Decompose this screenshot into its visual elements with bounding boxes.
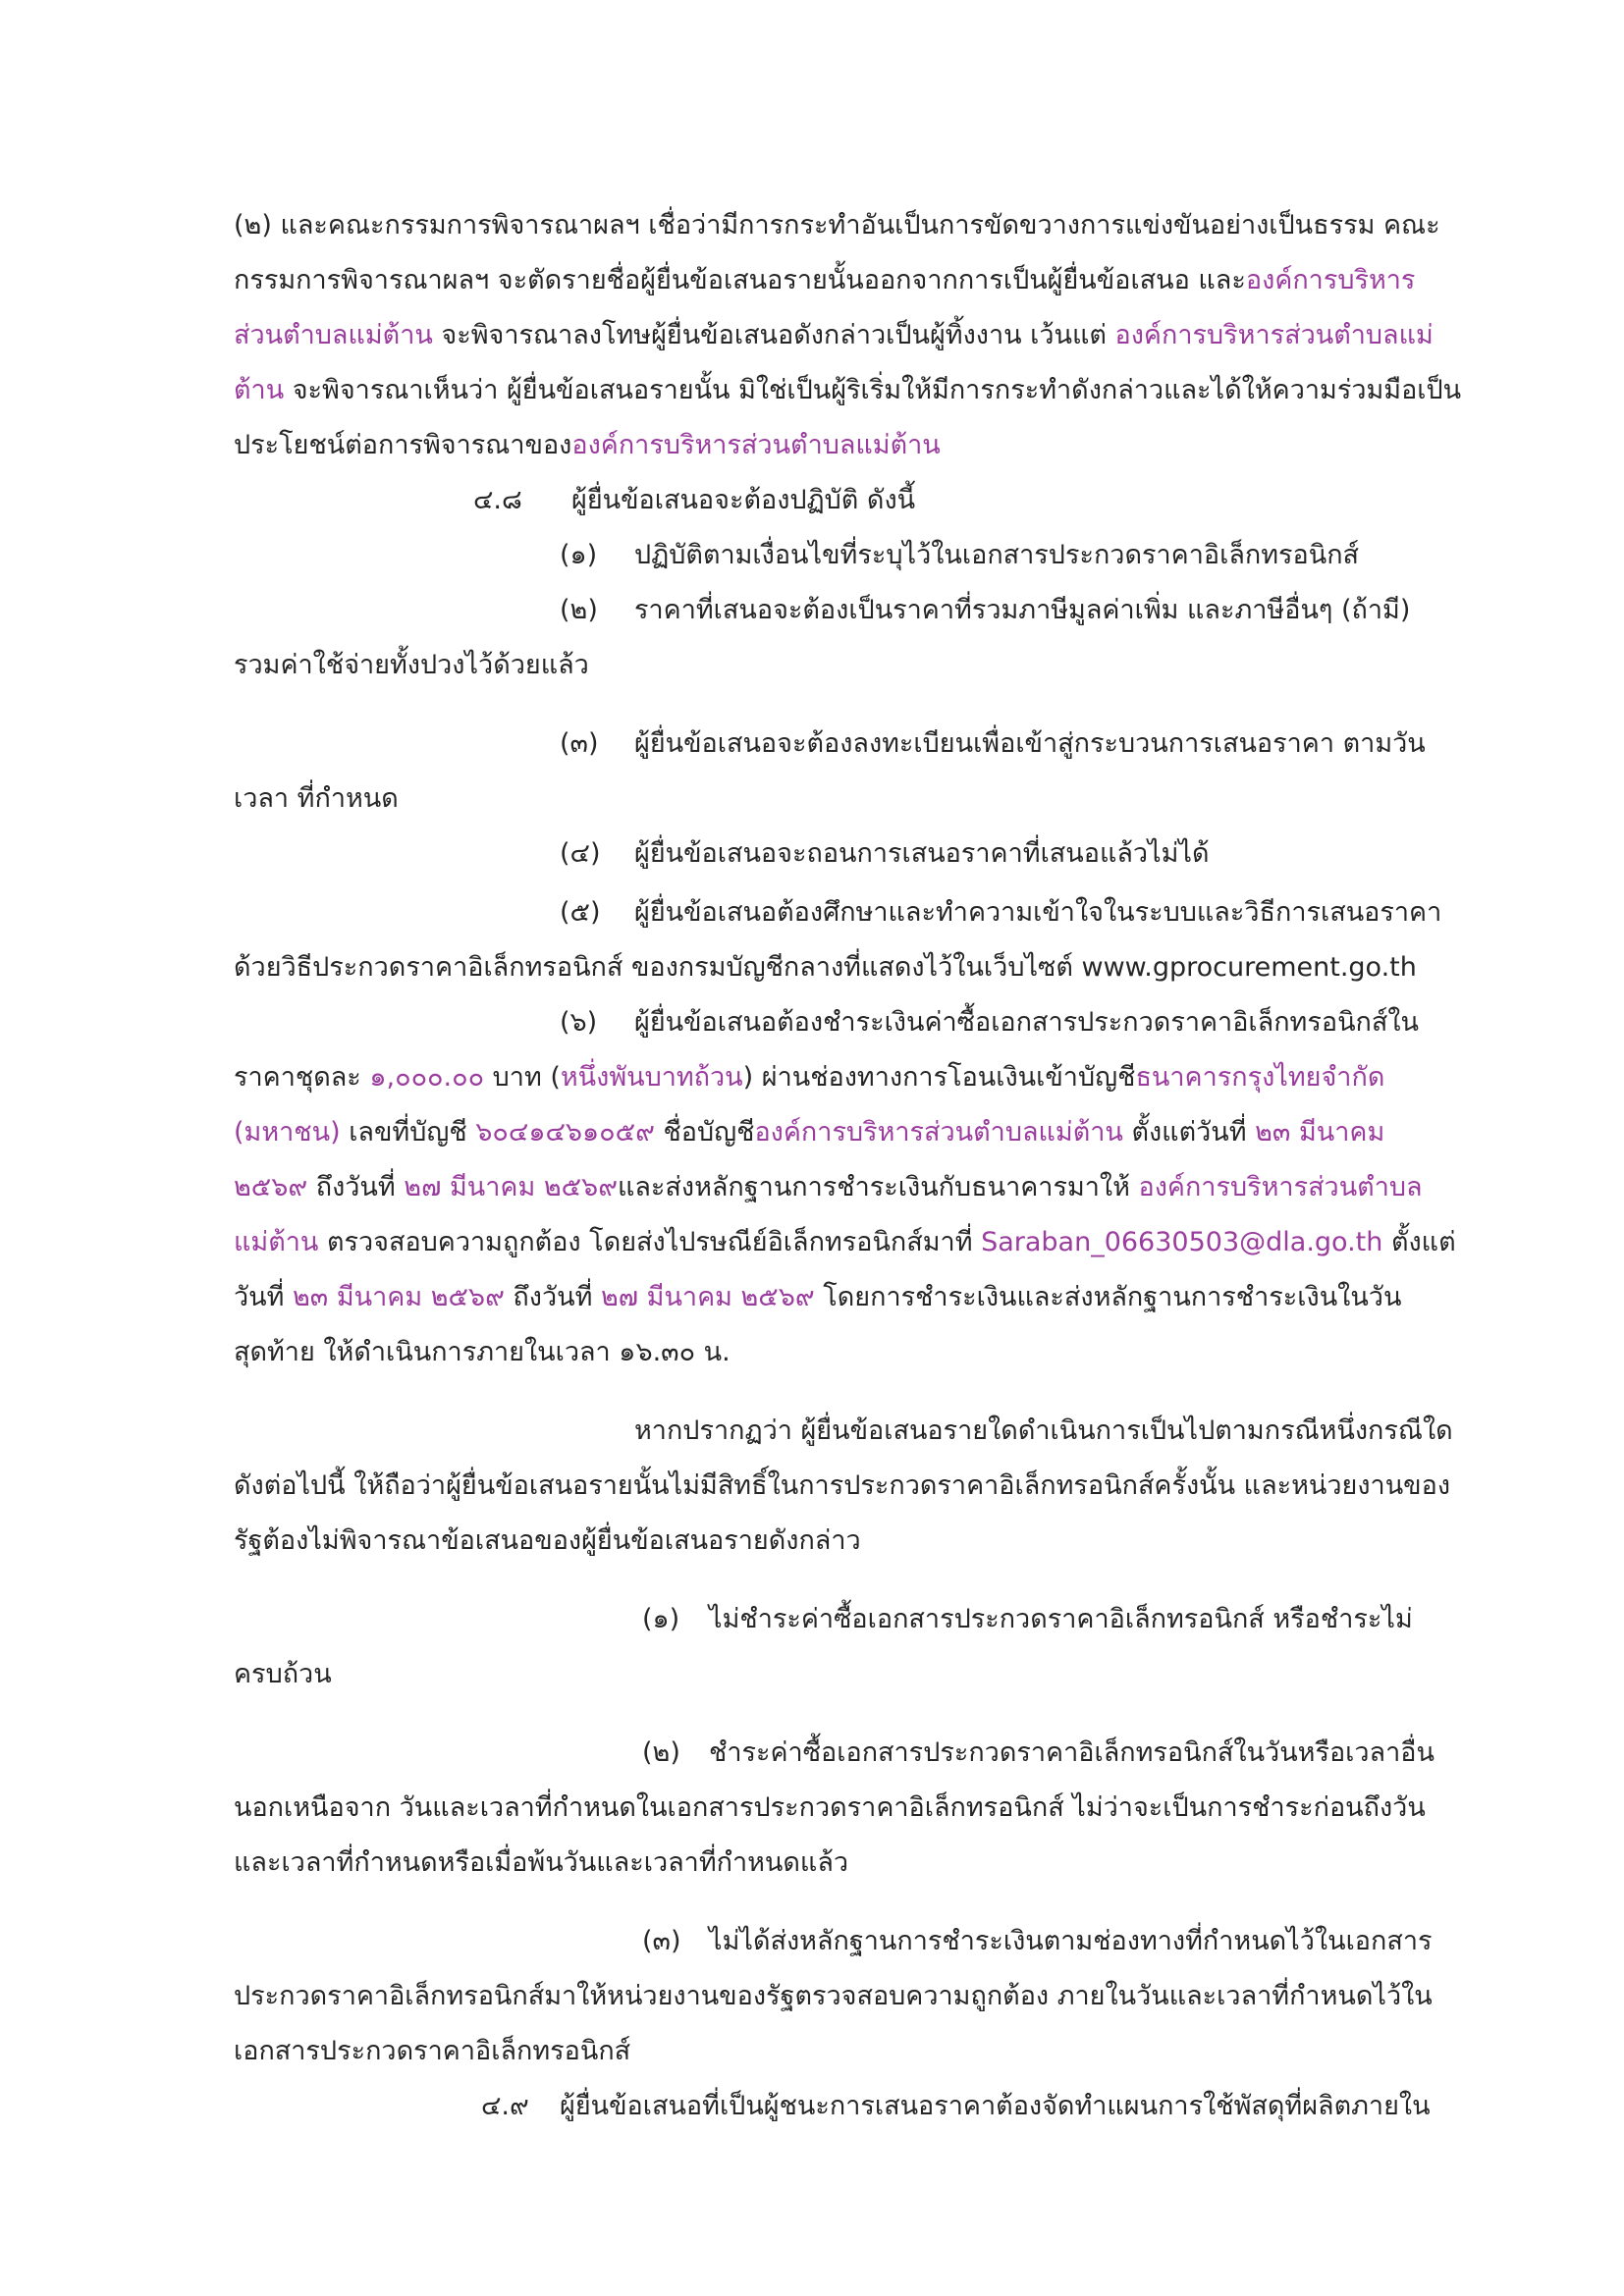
para1-line1 xyxy=(234,206,1440,245)
text: ) ผ่านช่องทางการโอนเงินเข้าบัญชี xyxy=(742,1062,1136,1093)
para1-line3 xyxy=(234,316,1434,355)
text: ถึงวันที่ xyxy=(307,1172,405,1202)
org-name: องค์การบริหารส่วนตำบลแม่ต้าน xyxy=(571,430,941,460)
cond-text-cont: และเวลาที่กำหนดหรือเมื่อพ้นวันและเวลาที่กำหนดแล้ว xyxy=(234,1847,849,1878)
org-name: แม่ต้าน xyxy=(234,1227,319,1257)
text: จะพิจารณาลงโทษผู้ยื่นข้อเสนอดังกล่าวเป็นผู้ทิ้งงาน เว้นแต่ xyxy=(432,320,1115,350)
org-name: ส่วนตำบลแม่ต้าน xyxy=(234,320,433,350)
cond-text-cont: นอกเหนือจาก วันและเวลาที่กำหนดในเอกสารประกวดราคาอิเล็กทรอนิกส์ ไม่ว่าจะเป็นการชำระก่อนถึงวัน xyxy=(234,1792,1426,1823)
amount-words: หนึ่งพันบาทถ้วน xyxy=(560,1062,743,1093)
date: ๒๕๖๙ xyxy=(234,1172,308,1202)
item-number: (๕) xyxy=(560,897,601,928)
item-number: (๑) xyxy=(560,540,598,570)
cond-text-cont: ประกวดราคาอิเล็กทรอนิกส์มาให้หน่วยงานของรัฐตรวจสอบความถูกต้อง ภายในวันและเวลาที่กำหนดไว้ใน xyxy=(234,1981,1433,2011)
text: จะพิจารณาเห็นว่า ผู้ยื่นข้อเสนอรายนั้น มิใช่เป็นผู้ริเริ่มให้มีการกระทำดังกล่าวและได้ให้ความร่วมมือเป็น xyxy=(284,375,1462,405)
item-number: (๓) xyxy=(560,728,599,759)
item-number: (๒) xyxy=(560,595,598,625)
text: ถึงวันที่ xyxy=(504,1282,601,1312)
text: โดยการชำระเงินและส่งหลักฐานการชำระเงินในวัน xyxy=(814,1282,1402,1312)
text: ตรวจสอบความถูกต้อง โดยส่งไปรษณีย์อิเล็กทรอนิกส์มาที่ xyxy=(318,1227,982,1257)
item6-line5 xyxy=(234,1223,1456,1262)
bank-name: (มหาชน) xyxy=(234,1117,341,1148)
date: ๒๓ มีนาคม ๒๕๖๙ xyxy=(293,1282,505,1312)
section-number: ๔.๙ xyxy=(481,2091,529,2121)
account-number: ๖๐๔๑๔๖๑๐๕๙ xyxy=(475,1117,655,1148)
bank-name: ธนาคารกรุงไทยจำกัด xyxy=(1135,1062,1385,1093)
item-text: ผู้ยื่นข้อเสนอต้องศึกษาและทำความเข้าใจในระบบและวิธีการเสนอราคา xyxy=(634,897,1442,928)
cond-intro-line2: ดังต่อไปนี้ ให้ถือว่าผู้ยื่นข้อเสนอรายนั้นไม่มีสิทธิ์ในการประกวดราคาอิเล็กทรอนิกส์ครั้งนั้น และหน่วยงานของ xyxy=(234,1470,1451,1501)
item6-line2 xyxy=(234,1058,1384,1097)
item-number: (๔) xyxy=(560,838,601,869)
account-name: องค์การบริหารส่วนตำบลแม่ต้าน xyxy=(754,1117,1123,1148)
text: ตั้งแต่วันที่ xyxy=(1122,1117,1256,1148)
org-name: ต้าน xyxy=(234,375,285,405)
item-text-cont: ด้วยวิธีประกวดราคาอิเล็กทรอนิกส์ ของกรมบัญชีกลางที่แสดงไว้ในเว็บไซต์ www.gprocurement.go.th xyxy=(234,952,1417,983)
section-title: ผู้ยื่นข้อเสนอที่เป็นผู้ชนะการเสนอราคาต้องจัดทำแผนการใช้พัสดุที่ผลิตภายใน xyxy=(560,2091,1431,2121)
item-number: (๖) xyxy=(560,1007,598,1038)
cond-number: (๒) xyxy=(642,1737,680,1768)
text: กรรมการพิจารณาผลฯ จะตัดรายชื่อผู้ยื่นข้อเสนอรายนั้นออกจากการเป็นผู้ยื่นข้อเสนอ และ xyxy=(234,265,1246,295)
item6-line7: สุดท้าย ให้ดำเนินการภายในเวลา ๑๖.๓๐ น. xyxy=(234,1337,731,1367)
cond-intro-line1: หากปรากฏว่า ผู้ยื่นข้อเสนอรายใดดำเนินการเป็นไปตามกรณีหนึ่งกรณีใด xyxy=(634,1415,1453,1446)
date: ๒๓ มีนาคม xyxy=(1255,1117,1385,1148)
text: และส่งหลักฐานการชำระเงินกับธนาคารมาให้ xyxy=(617,1172,1139,1202)
item-text: ปฏิบัติตามเงื่อนไขที่ระบุไว้ในเอกสารประกวดราคาอิเล็กทรอนิกส์ xyxy=(634,540,1360,570)
text: ชื่อบัญชี xyxy=(654,1117,755,1148)
item6-line6 xyxy=(234,1278,1401,1317)
cond-number: (๓) xyxy=(642,1926,681,1956)
cond-text-cont: เอกสารประกวดราคาอิเล็กทรอนิกส์ xyxy=(234,2036,631,2066)
item6-line3 xyxy=(234,1113,1384,1152)
text: วันที่ xyxy=(234,1282,293,1312)
text: เลขที่บัญชี xyxy=(340,1117,476,1148)
text: (๒) และคณะกรรมการพิจารณาผลฯ เชื่อว่ามีการกระทำอันเป็นการขัดขวางการแข่งขันอย่างเป็นธรรม คณะ xyxy=(234,210,1440,240)
item-text: ราคาที่เสนอจะต้องเป็นราคาที่รวมภาษีมูลค่าเพิ่ม และภาษีอื่นๆ (ถ้ามี) xyxy=(634,595,1411,625)
cond-intro-line3: รัฐต้องไม่พิจารณาข้อเสนอของผู้ยื่นข้อเสนอรายดังกล่าว xyxy=(234,1525,861,1556)
email-address: Saraban_06630503@dla.go.th xyxy=(981,1227,1383,1257)
date: ๒๗ มีนาคม ๒๕๖๙ xyxy=(600,1282,815,1312)
item-text-cont: รวมค่าใช้จ่ายทั้งปวงไว้ด้วยแล้ว xyxy=(234,650,589,680)
org-name: องค์การบริหารส่วนตำบล xyxy=(1138,1172,1423,1202)
text: ประโยชน์ต่อการพิจารณาของ xyxy=(234,430,572,460)
para1-line2 xyxy=(234,261,1415,300)
para1-line5 xyxy=(234,426,941,465)
cond-number: (๑) xyxy=(642,1604,680,1634)
item-text: ผู้ยื่นข้อเสนอต้องชำระเงินค่าซื้อเอกสารประกวดราคาอิเล็กทรอนิกส์ใน xyxy=(634,1007,1419,1038)
item-text: ผู้ยื่นข้อเสนอจะถอนการเสนอราคาที่เสนอแล้วไม่ได้ xyxy=(634,838,1210,869)
item-text-cont: เวลา ที่กำหนด xyxy=(234,783,399,814)
para1-line4 xyxy=(234,371,1461,410)
cond-text: ชำระค่าซื้อเอกสารประกวดราคาอิเล็กทรอนิกส์ในวันหรือเวลาอื่น xyxy=(709,1737,1435,1768)
cond-text: ไม่ชำระค่าซื้อเอกสารประกวดราคาอิเล็กทรอนิกส์ หรือชำระไม่ xyxy=(709,1604,1413,1634)
org-name: องค์การบริหารส่วนตำบลแม่ xyxy=(1114,320,1434,350)
org-name: องค์การบริหาร xyxy=(1245,265,1416,295)
section-title: ผู้ยื่นข้อเสนอจะต้องปฏิบัติ ดังนี้ xyxy=(571,485,916,515)
text: ราคาชุดละ xyxy=(234,1062,370,1093)
text: ตั้งแต่ xyxy=(1382,1227,1456,1257)
item-text: ผู้ยื่นข้อเสนอจะต้องลงทะเบียนเพื่อเข้าสู่กระบวนการเสนอราคา ตามวัน xyxy=(634,728,1426,759)
section-number: ๔.๘ xyxy=(473,485,522,515)
item6-line4 xyxy=(234,1168,1423,1207)
date: ๒๗ มีนาคม ๒๕๖๙ xyxy=(404,1172,618,1202)
text: บาท ( xyxy=(484,1062,561,1093)
cond-text: ไม่ได้ส่งหลักฐานการชำระเงินตามช่องทางที่กำหนดไว้ในเอกสาร xyxy=(709,1926,1433,1956)
cond-text-cont: ครบถ้วน xyxy=(234,1659,332,1689)
amount: ๑,๐๐๐.๐๐ xyxy=(369,1062,485,1093)
